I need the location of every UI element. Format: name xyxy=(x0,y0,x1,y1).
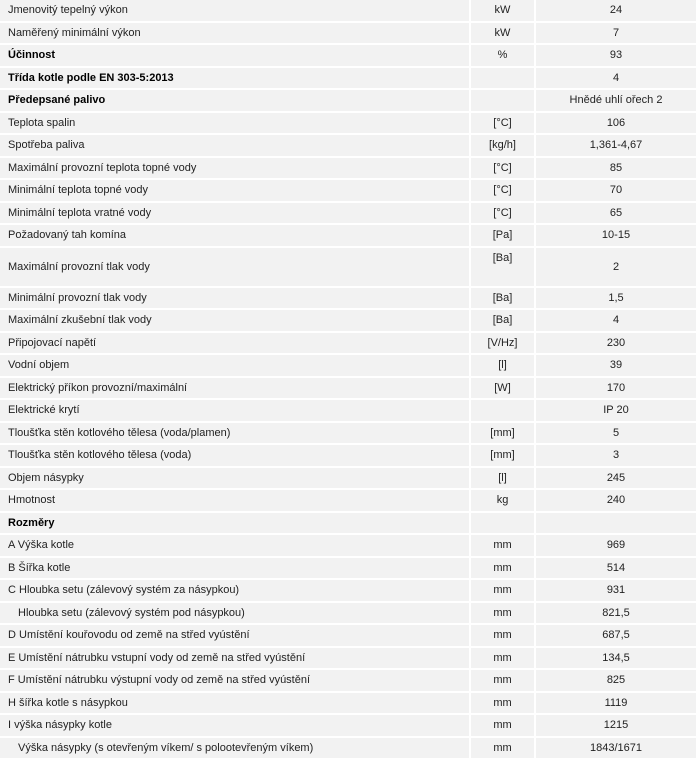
table-row xyxy=(0,113,696,136)
row-value: 70 xyxy=(534,180,696,201)
row-value xyxy=(534,513,696,534)
row-value: 230 xyxy=(534,333,696,354)
row-value: 4 xyxy=(534,68,696,89)
row-unit: [kg/h] xyxy=(469,135,534,156)
row-unit: [Ba] xyxy=(469,248,534,286)
table-row xyxy=(0,468,696,491)
table-row xyxy=(0,513,696,536)
table-row xyxy=(0,445,696,468)
row-value: 2 xyxy=(534,248,696,286)
row-unit: mm xyxy=(469,648,534,669)
row-parameter-label: I výška násypky kotle xyxy=(8,719,112,732)
row-value: 821,5 xyxy=(534,603,696,624)
row-unit: kg xyxy=(469,490,534,511)
row-parameter-label: Předepsané palivo xyxy=(8,94,106,107)
row-value: 687,5 xyxy=(534,625,696,646)
table-row xyxy=(0,378,696,401)
row-parameter-label: Naměřený minimální výkon xyxy=(8,26,141,39)
row-value: IP 20 xyxy=(534,400,696,421)
row-parameter-label: Tloušťka stěn kotlového tělesa (voda) xyxy=(8,449,192,462)
row-parameter-label: Jmenovitý tepelný výkon xyxy=(8,4,128,17)
row-value: 240 xyxy=(534,490,696,511)
row-unit: [°C] xyxy=(469,203,534,224)
row-value: 24 xyxy=(534,0,696,21)
row-parameter-label: Rozměry xyxy=(8,516,55,529)
row-unit xyxy=(469,68,534,89)
row-value: 7 xyxy=(534,23,696,44)
row-unit: kW xyxy=(469,23,534,44)
row-parameter-label: Maximální zkušební tlak vody xyxy=(8,314,152,327)
row-unit: mm xyxy=(469,580,534,601)
row-parameter-label: C Hloubka setu (zálevový systém za násypkou) xyxy=(8,584,240,597)
row-unit: mm xyxy=(469,738,534,759)
table-row xyxy=(0,23,696,46)
table-row xyxy=(0,90,696,113)
row-parameter-label: H šířka kotle s násypkou xyxy=(8,696,128,709)
table-row xyxy=(0,400,696,423)
row-parameter-label: Hloubka setu (zálevový systém pod násypkou) xyxy=(18,606,245,619)
row-parameter-label: B Šířka kotle xyxy=(8,561,71,574)
table-row xyxy=(0,68,696,91)
row-parameter-label: F Umístění nátrubku výstupní vody od země na střed vyústění xyxy=(8,674,311,687)
row-parameter-label: Hmotnost xyxy=(8,494,56,507)
row-parameter-label: Tloušťka stěn kotlového tělesa (voda/plamen) xyxy=(8,426,231,439)
table-row xyxy=(0,288,696,311)
row-unit: mm xyxy=(469,535,534,556)
row-value: 93 xyxy=(534,45,696,66)
row-value: 931 xyxy=(534,580,696,601)
row-value: 1215 xyxy=(534,715,696,736)
table-row xyxy=(0,135,696,158)
table-row xyxy=(0,248,696,288)
row-unit: [Ba] xyxy=(469,310,534,331)
table-row xyxy=(0,603,696,626)
row-parameter-label: Elektrické krytí xyxy=(8,404,80,417)
row-parameter-label: Teplota spalin xyxy=(8,116,76,129)
table-row xyxy=(0,715,696,738)
table-row xyxy=(0,490,696,513)
row-value: 969 xyxy=(534,535,696,556)
row-parameter-label: Třída kotle podle EN 303-5:2013 xyxy=(8,71,174,84)
table-row xyxy=(0,333,696,356)
table-row xyxy=(0,0,696,23)
row-parameter-label: Výška násypky (s otevřeným víkem/ s polootevřeným víkem) xyxy=(18,741,314,754)
row-unit: mm xyxy=(469,625,534,646)
row-value: 85 xyxy=(534,158,696,179)
row-unit: [W] xyxy=(469,378,534,399)
row-value: 825 xyxy=(534,670,696,691)
table-row xyxy=(0,580,696,603)
row-parameter-label: Objem násypky xyxy=(8,471,84,484)
row-value: 245 xyxy=(534,468,696,489)
row-unit: [l] xyxy=(469,355,534,376)
row-unit: [Ba] xyxy=(469,288,534,309)
row-parameter-label: Maximální provozní tlak vody xyxy=(8,260,150,273)
row-parameter-label: Připojovací napětí xyxy=(8,336,97,349)
table-row xyxy=(0,180,696,203)
row-parameter-label: D Umístění kouřovodu od země na střed vyústění xyxy=(8,629,250,642)
row-value: 10-15 xyxy=(534,225,696,246)
row-value: 134,5 xyxy=(534,648,696,669)
row-value: 39 xyxy=(534,355,696,376)
table-row xyxy=(0,535,696,558)
row-value: 170 xyxy=(534,378,696,399)
table-row xyxy=(0,310,696,333)
row-unit: kW xyxy=(469,0,534,21)
row-parameter-label: Vodní objem xyxy=(8,359,70,372)
row-unit: [Pa] xyxy=(469,225,534,246)
table-row xyxy=(0,45,696,68)
table-row xyxy=(0,225,696,248)
row-value: 3 xyxy=(534,445,696,466)
row-unit: [l] xyxy=(469,468,534,489)
row-value: Hnědé uhlí ořech 2 xyxy=(534,90,696,111)
row-parameter-label: Minimální teplota vratné vody xyxy=(8,206,152,219)
row-value: 106 xyxy=(534,113,696,134)
row-unit: mm xyxy=(469,670,534,691)
row-unit: [°C] xyxy=(469,158,534,179)
row-value: 514 xyxy=(534,558,696,579)
row-value: 1,5 xyxy=(534,288,696,309)
row-value: 1,361-4,67 xyxy=(534,135,696,156)
row-unit: [mm] xyxy=(469,445,534,466)
table-row xyxy=(0,423,696,446)
table-row xyxy=(0,203,696,226)
table-row xyxy=(0,648,696,671)
row-parameter-label: Minimální provozní tlak vody xyxy=(8,291,147,304)
table-row xyxy=(0,693,696,716)
row-parameter-label: Požadovaný tah komína xyxy=(8,229,127,242)
row-parameter-label: Účinnost xyxy=(8,49,56,62)
row-unit: [°C] xyxy=(469,113,534,134)
row-unit: [V/Hz] xyxy=(469,333,534,354)
table-row xyxy=(0,158,696,181)
row-unit: mm xyxy=(469,715,534,736)
table-row xyxy=(0,625,696,648)
row-value: 1119 xyxy=(534,693,696,714)
table-row xyxy=(0,670,696,693)
table-row xyxy=(0,738,696,761)
row-value: 1843/1671 xyxy=(534,738,696,759)
row-parameter-label: E Umístění nátrubku vstupní vody od země na střed vyústění xyxy=(8,651,306,664)
row-unit xyxy=(469,90,534,111)
row-unit: [mm] xyxy=(469,423,534,444)
table-row xyxy=(0,558,696,581)
row-parameter-label: A Výška kotle xyxy=(8,539,75,552)
row-unit: [°C] xyxy=(469,180,534,201)
row-value: 4 xyxy=(534,310,696,331)
row-parameter-label: Maximální provozní teplota topné vody xyxy=(8,161,197,174)
row-unit xyxy=(469,513,534,534)
row-parameter-label: Elektrický příkon provozní/maximální xyxy=(8,381,188,394)
row-unit: mm xyxy=(469,603,534,624)
row-unit: % xyxy=(469,45,534,66)
row-unit: mm xyxy=(469,693,534,714)
row-parameter-label: Spotřeba paliva xyxy=(8,139,85,152)
row-parameter-label: Minimální teplota topné vody xyxy=(8,184,149,197)
table-row xyxy=(0,355,696,378)
row-unit xyxy=(469,400,534,421)
row-value: 5 xyxy=(534,423,696,444)
row-value: 65 xyxy=(534,203,696,224)
row-unit: mm xyxy=(469,558,534,579)
